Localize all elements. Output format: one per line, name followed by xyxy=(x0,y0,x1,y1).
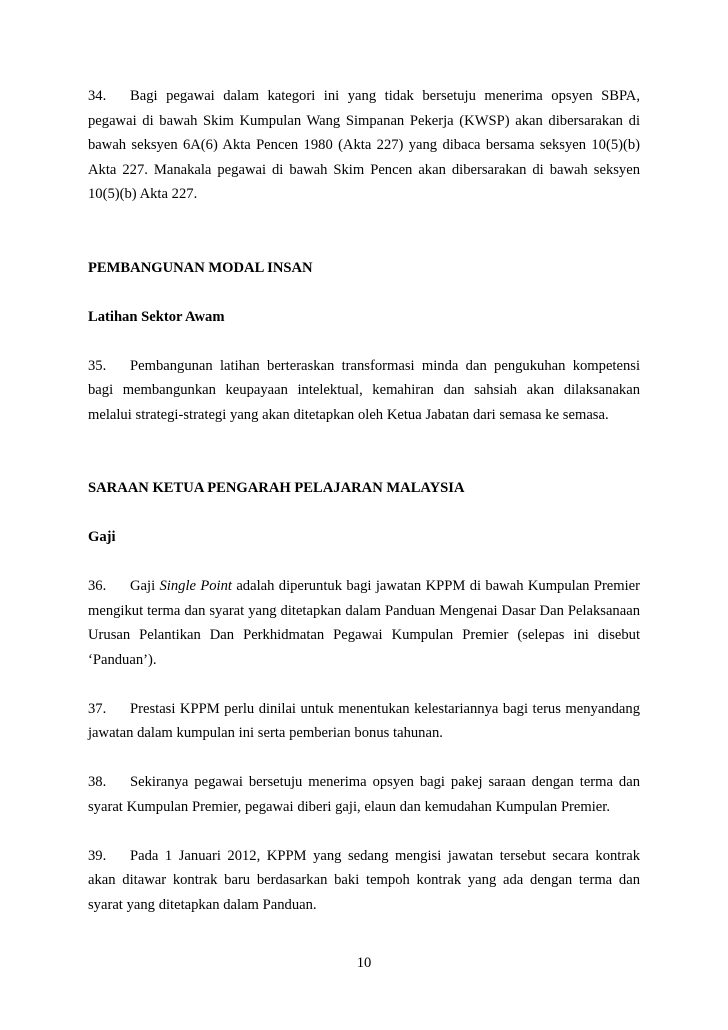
paragraph-number: 39. xyxy=(88,847,107,864)
paragraph-number: 37. xyxy=(88,700,107,717)
paragraph-35 xyxy=(88,354,640,428)
paragraph-text: Bagi pegawai dalam kategori ini yang tidak bersetuju menerima opsyen SBPA, pegawai di bawah Skim Kumpulan Wang Simpanan Pekerja (KWSP) akan dibersarakan di bawah seksyen 6A(6) Akta Pencen 1980 (Akta 227) yang dibaca bersama seksyen 10(5)(b) Akta 227. Manakala pegawai di bawah Skim Pencen akan dibersarakan di bawah seksyen 10(5)(b) Akta 227. xyxy=(88,88,640,202)
paragraph-text: Prestasi KPPM perlu dinilai untuk menentukan kelestariannya bagi terus menyandang jawatan dalam kumpulan ini serta pemberian bonus tahunan. xyxy=(88,700,640,741)
paragraph-text-end: adalah diperuntuk bagi jawatan KPPM di bawah Kumpulan Premier mengikut terma dan syarat yang ditetapkan dalam Panduan Mengenai Dasar Dan Pelaksanaan Urusan Pelantikan Dan Perkhidmatan Pegawai Kumpulan Premier (selepas ini disebut ‘Panduan’). xyxy=(88,578,641,668)
section-heading-saraan: SARAAN KETUA PENGARAH PELAJARAN MALAYSIA xyxy=(88,480,465,496)
paragraph-37 xyxy=(88,697,640,746)
subheading-latihan: Latihan Sektor Awam xyxy=(88,308,225,325)
paragraph-text-italic: Single Point xyxy=(159,578,232,594)
section-heading-pembangunan: PEMBANGUNAN MODAL INSAN xyxy=(88,259,313,276)
page-number: 10 xyxy=(356,955,372,971)
paragraph-text: Pembangunan latihan berteraskan transformasi minda dan pengukuhan kompetensi bagi membangunkan keupayaan intelektual, kemahiran dan sahsiah akan dilaksanakan melalui strategi-strategi yang akan ditetapkan oleh Ketua Jabatan dari semasa ke semasa. xyxy=(88,357,640,423)
paragraph-39 xyxy=(88,844,640,918)
paragraph-number: 38. xyxy=(88,774,107,790)
paragraph-text: Pada 1 Januari 2012, KPPM yang sedang mengisi jawatan tersebut secara kontrak akan ditawar kontrak baru berdasarkan baki tempoh kontrak yang ada dengan terma dan syarat yang ditetapkan dalam Panduan. xyxy=(88,847,640,913)
paragraph-number: 35. xyxy=(88,357,107,374)
page-content xyxy=(88,84,640,917)
paragraph-number: 34. xyxy=(88,88,107,104)
paragraph-36 xyxy=(88,574,640,672)
paragraph-text: Sekiranya pegawai bersetuju menerima opsyen bagi pakej saraan dengan terma dan syarat Kumpulan Premier, pegawai diberi gaji, elaun dan kemudahan Kumpulan Premier. xyxy=(88,774,640,815)
paragraph-number: 36. xyxy=(88,578,107,594)
subheading-gaji: Gaji xyxy=(88,529,116,545)
paragraph-text-start: Gaji xyxy=(130,578,160,594)
paragraph-38 xyxy=(88,770,640,819)
paragraph-34 xyxy=(88,84,640,207)
